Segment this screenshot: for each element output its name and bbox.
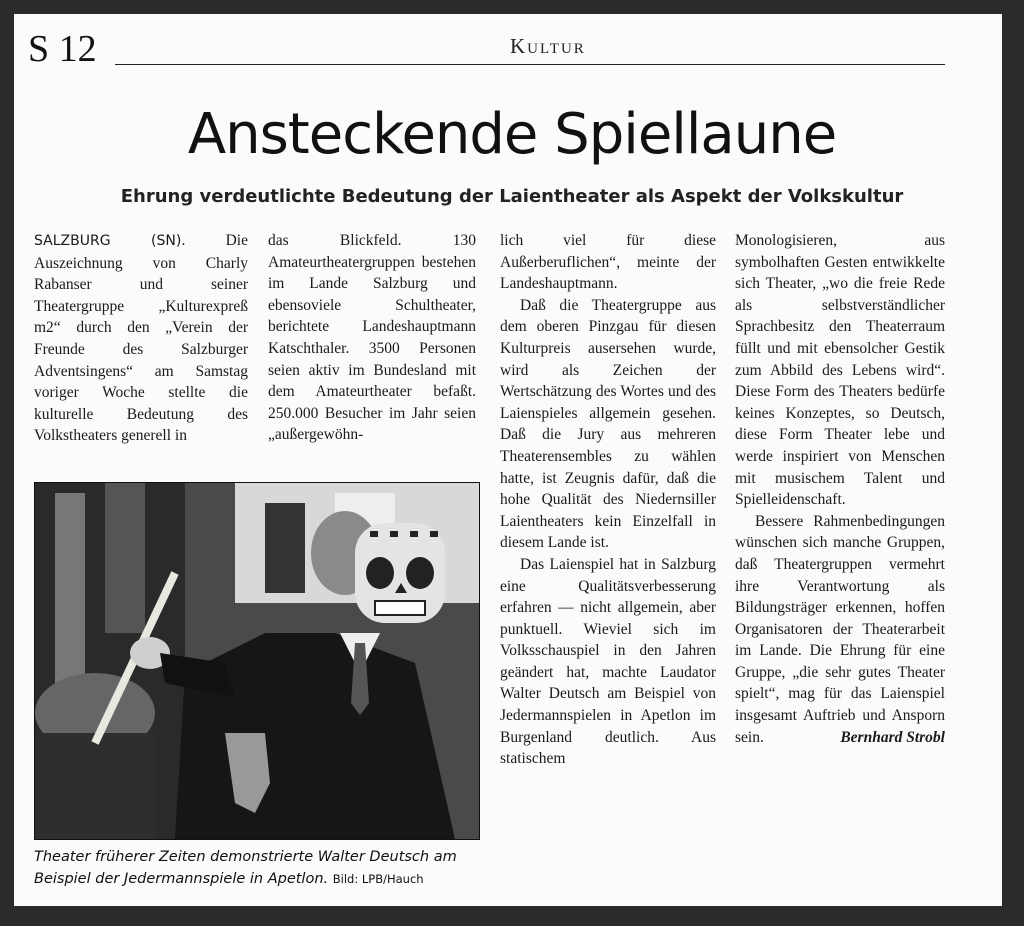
photo-illustration [35, 483, 479, 839]
article-column-3 [500, 230, 716, 770]
paragraph: lich viel für diese Außerberuflichen“, meinte der Landeshauptmann. [500, 232, 716, 293]
photo-credit: Bild: LPB/Hauch [332, 872, 424, 886]
article-column-1 [34, 230, 248, 447]
paragraph: Das Laienspiel hat in Salzburg eine Qualitätsverbesserung erfahren — nicht allgemein, aber punktuell. Wieviel sich im Volksschauspiel in den Jahren geändert hat, machte Laudator Walter Deutsch am Beispiel von Jedermannspielen in Apetlon im Burgenland deutlich. Aus statischem [500, 555, 716, 768]
byline: Bernhard Strobl [840, 728, 945, 746]
paragraph [735, 511, 945, 749]
subheadline: Ehrung verdeutlichte Bedeutung der Laientheater als Aspekt der Volkskultur [120, 186, 904, 207]
paragraph-text: Bessere Rahmenbedingungen wünschen sich manche Gruppen, daß Theatergruppen vermehrt ihre Verantwortung als Bildungsträger erkennen, hoffen Organisatoren der Theaterarbeit im Lande. Die Ehrung für eine Gruppe, „die sehr gutes Theater spielt“, mag für das Laienspiel insgesamt Auftrieb und Ansporn sein. [735, 512, 945, 746]
dateline: SALZBURG (SN). [34, 233, 186, 249]
article-photo [34, 482, 480, 840]
headline: Ansteckende Spiellaune [187, 102, 837, 167]
article-column-2 [268, 230, 476, 446]
article-column-4 [735, 230, 945, 748]
page-number: S 12 [28, 28, 97, 70]
caption-text: Theater früherer Zeiten demonstrierte Walter Deutsch am Beispiel der Jedermannspiele in Apetlon. [34, 849, 457, 887]
photo-caption [34, 846, 484, 890]
paragraph-text: Die Auszeichnung von Charly Rabanser und seiner Theatergruppe „Kulturexpreß m2“ durch den „Verein der Freunde des Salzburger Adventsingens“ am Samstag voriger Woche stellte die kulturelle Bedeutung des Volkstheaters generell in [34, 232, 248, 445]
paragraph: das Blickfeld. 130 Amateurtheatergruppen bestehen im Lande Salzburg und ebensoviele Schultheater, berichtete Landeshauptmann Katschthaler. 3500 Personen seien aktiv im Bundesland mit dem Amateurtheater befaßt. 250.000 Besucher im Jahr seien „außergewöhn- [268, 232, 476, 444]
paragraph: Daß die Theatergruppe aus dem oberen Pinzgau für diesen Kulturpreis ausersehen wurde, wird als Zeichen der Wertschätzung des Wortes und des Laienspieles allgemein gesehen. Daß die Jury aus mehreren Theaterensembles zu wählen hatte, ist Zeugnis dafür, daß die hohe Qualität des Niedernsiller Laientheaters kein Einzelfall in diesem Lande ist. [500, 296, 716, 552]
paragraph [34, 230, 248, 447]
header-rule [115, 64, 945, 65]
section-title: Kultur [510, 34, 586, 58]
paragraph: Monologisieren, aus symbolhaften Gesten entwikkelte sich Theater, „wo die freie Rede als selbstverständlicher Sprachbesitz den Theaterraum füllt und mit ebensolcher Gestik zum Abbild des Lebens wird“. Diese Form des Theaters bedürfe keines Konzeptes, so Deutsch, diese Form Theater lebe und werde inspiriert von Menschen mit musischem Talent und Spielleidenschaft. [735, 232, 945, 509]
